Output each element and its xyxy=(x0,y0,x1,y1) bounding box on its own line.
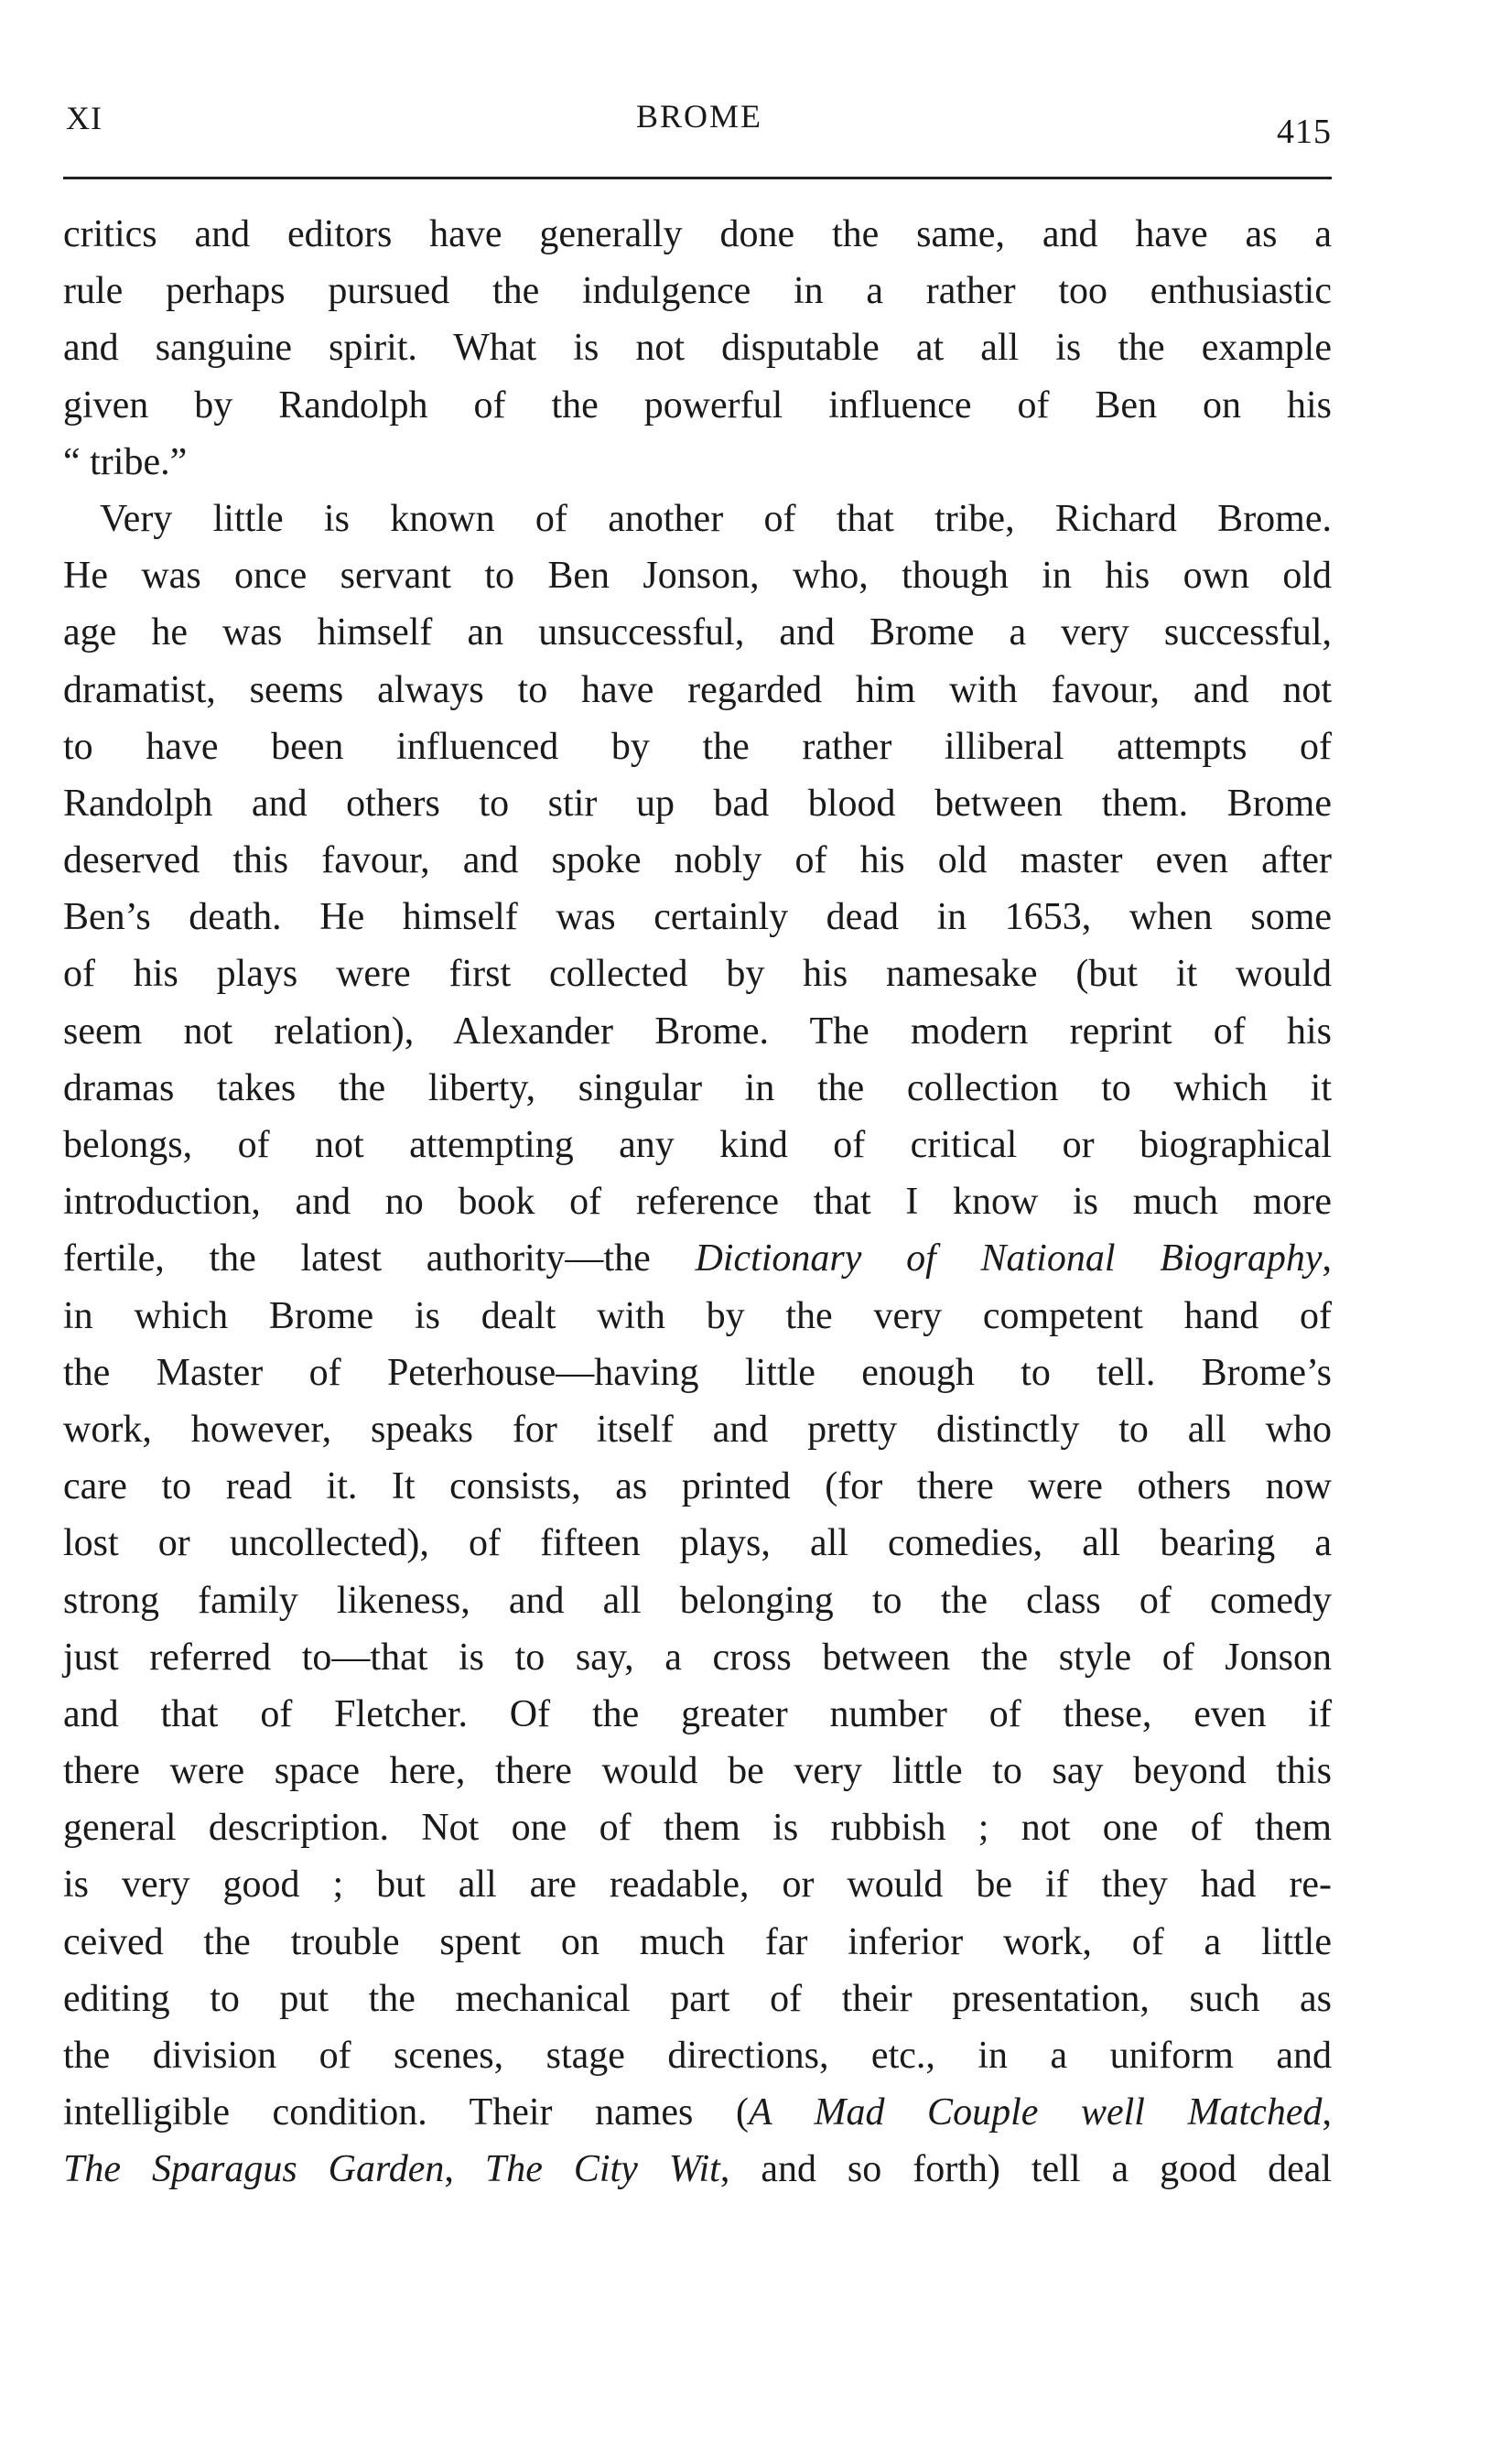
text-line xyxy=(63,2141,1332,2198)
text-segment: care to read it. It consists, as printed (for there were others now xyxy=(63,1465,1332,1508)
text-segment: critics and editors have generally done the same, and have as a xyxy=(63,213,1332,255)
text-segment: is very good ; but all are readable, or would be if they had re- xyxy=(63,1863,1332,1907)
text-segment: just referred to—that is to say, a cross between the style of Jonson xyxy=(63,1636,1332,1679)
text-line xyxy=(63,662,1332,718)
text-segment: ceived the trouble spent on much far inferior work, of a little xyxy=(63,1920,1332,1963)
text-line xyxy=(63,319,1332,376)
text-segment: He was once servant to Ben Jonson, who, though in his own old xyxy=(63,555,1332,598)
text-segment: dramatist, seems always to have regarded him with favour, and not xyxy=(63,668,1332,711)
text-line xyxy=(63,1743,1332,1799)
text-line xyxy=(63,1914,1332,1971)
text-segment: introduction, and no book of reference that I know is much more xyxy=(63,1181,1332,1224)
text-line xyxy=(63,1401,1332,1458)
text-segment: intelligible condition. Their names ( xyxy=(63,2091,749,2134)
text-line xyxy=(63,547,1332,604)
text-line xyxy=(63,718,1332,775)
text-segment: seem not relation), Alexander Brome. The modern reprint of his xyxy=(63,1010,1332,1053)
text-segment: and that of Fletcher. Of the greater number of these, even if xyxy=(63,1692,1332,1735)
header-rule xyxy=(63,177,1332,179)
text-line xyxy=(63,1572,1332,1629)
text-line xyxy=(63,1345,1332,1401)
text-line xyxy=(63,1173,1332,1230)
text-segment: Randolph and others to stir up bad blood between them. Brome xyxy=(63,782,1332,825)
text-line xyxy=(63,1971,1332,2027)
text-line xyxy=(63,434,1332,491)
text-segment: rule perhaps pursued the indulgence in a rather too enthusiastic xyxy=(63,270,1332,313)
text-segment: , xyxy=(444,2148,485,2191)
text-segment: fertile, the latest authority—the xyxy=(63,1237,696,1280)
text-line xyxy=(63,1060,1332,1117)
text-line xyxy=(63,2084,1332,2141)
text-segment: the Master of Peterhouse—having little enough to tell. Brome’s xyxy=(63,1351,1332,1394)
text-segment: there were space here, there would be very little to say beyond this xyxy=(63,1750,1332,1793)
page-number: 415 xyxy=(1277,113,1332,151)
text-line xyxy=(63,1799,1332,1856)
text-segment: deserved this favour, and spoke nobly of his old master even after xyxy=(63,839,1332,882)
text-line xyxy=(63,889,1332,945)
italic-title: A Mad Couple well Matched xyxy=(748,2091,1323,2134)
text-segment: work, however, speaks for itself and pretty distinctly to all who xyxy=(63,1408,1332,1451)
text-segment: age he was himself an unsuccessful, and Brome a very successful, xyxy=(63,611,1332,654)
text-segment: belongs, of not attempting any kind of critical or biographical xyxy=(63,1124,1332,1166)
text-line xyxy=(63,1458,1332,1515)
text-segment: lost or uncollected), of fifteen plays, all comedies, all bearing a xyxy=(63,1522,1332,1565)
text-line xyxy=(63,1230,1332,1287)
text-segment: Ben’s death. He himself was certainly dead in 1653, when some xyxy=(63,896,1332,939)
text-segment: given by Randolph of the powerful influence of Ben on his xyxy=(63,383,1332,427)
text-line xyxy=(63,1856,1332,1913)
text-segment: and sanguine spirit. What is not disputable at all is the example xyxy=(63,327,1332,370)
text-segment: strong family likeness, and all belonging to the class of comedy xyxy=(63,1579,1332,1622)
text-line xyxy=(63,263,1332,319)
text-line xyxy=(63,1117,1332,1173)
text-segment: to have been influenced by the rather illiberal attempts of xyxy=(63,725,1332,768)
text-segment: “ tribe.” xyxy=(63,440,188,483)
text-segment: the division of scenes, stage directions, etc., in a uniform and xyxy=(63,2035,1332,2077)
text-segment: general description. Not one of them is rubbish ; not one of them xyxy=(63,1807,1332,1850)
text-line xyxy=(63,377,1332,434)
text-segment: dramas takes the liberty, singular in the collection to which it xyxy=(63,1066,1332,1109)
text-line xyxy=(63,206,1332,263)
running-title: BROME xyxy=(635,98,763,135)
text-line xyxy=(63,1686,1332,1743)
text-line xyxy=(63,2027,1332,2084)
text-line xyxy=(63,832,1332,889)
text-segment: , and so forth) tell a good deal xyxy=(719,2148,1333,2191)
text-segment: of his plays were first collected by his namesake (but it would xyxy=(63,953,1332,996)
text-line xyxy=(63,775,1332,832)
italic-title: Dictionary of National Biography xyxy=(695,1237,1323,1280)
italic-title: The City Wit xyxy=(484,2148,720,2191)
text-line xyxy=(63,1629,1332,1686)
text-line xyxy=(63,1515,1332,1572)
chapter-number: XI xyxy=(66,100,103,136)
text-segment: in which Brome is dealt with by the very competent hand of xyxy=(63,1294,1332,1337)
text-segment: , xyxy=(1322,1237,1333,1280)
text-line xyxy=(63,1288,1332,1345)
text-segment: , xyxy=(1322,2091,1333,2134)
text-line xyxy=(63,945,1332,1002)
text-line xyxy=(63,1003,1332,1060)
text-segment: Very little is known of another of that tribe, Richard Brome. xyxy=(100,497,1332,540)
text-line xyxy=(63,491,1332,547)
text-segment: editing to put the mechanical part of their presentation, such as xyxy=(63,1977,1332,2020)
italic-title: The Sparagus Garden xyxy=(63,2148,445,2191)
body-text xyxy=(63,206,1332,2198)
text-line xyxy=(63,604,1332,661)
